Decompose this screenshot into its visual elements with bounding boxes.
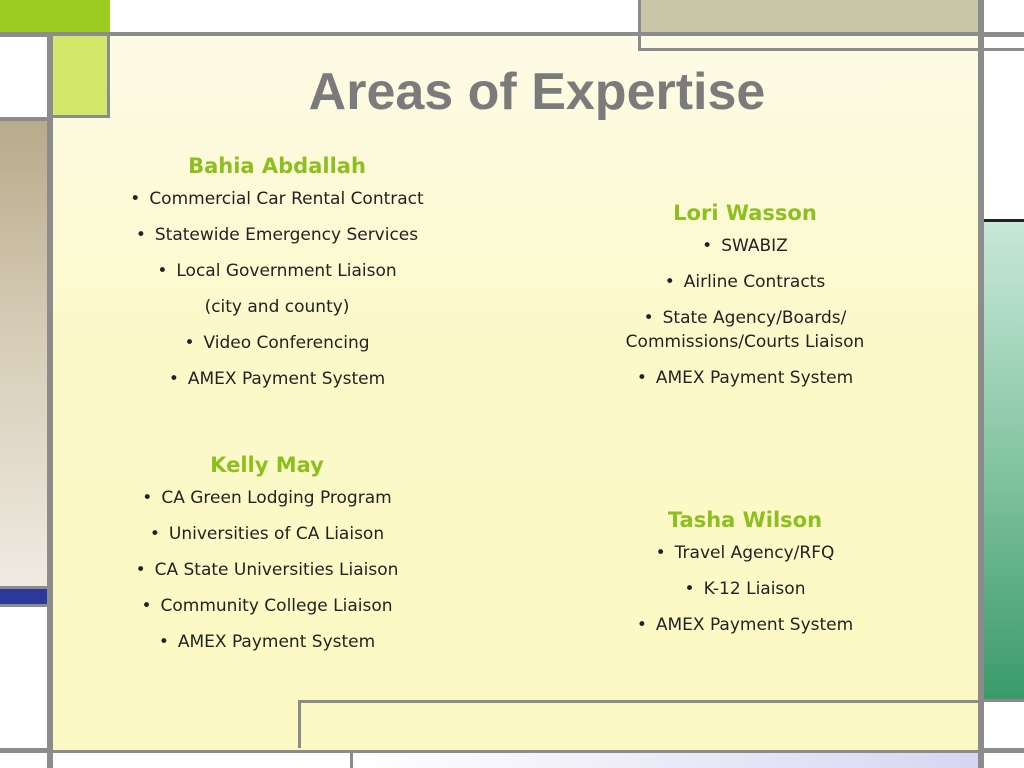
- slide-title: Areas of Expertise: [308, 63, 766, 121]
- right-green-bottom-line: [984, 699, 1024, 702]
- left-navy-block: [0, 589, 47, 605]
- expertise-item: • AMEX Payment System: [168, 369, 386, 389]
- top-khaki-block: [640, 0, 978, 34]
- person-name: Kelly May: [210, 453, 324, 477]
- expertise-item: • Airline Contracts: [664, 272, 826, 292]
- right-green-top-line: [984, 219, 1024, 222]
- person-block-bahia: [62, 154, 492, 404]
- left-tan-top-line: [0, 117, 50, 121]
- expertise-item: • K-12 Liaison: [684, 579, 806, 599]
- person-name: Tasha Wilson: [667, 508, 823, 532]
- person-block-kelly: [62, 453, 472, 667]
- expertise-item: • SWABIZ: [702, 236, 788, 256]
- bottom-right-box: [298, 700, 980, 748]
- bottom-lavender-strip: [350, 753, 978, 768]
- left-vertical-bar: [47, 32, 53, 768]
- person-name: Lori Wasson: [673, 201, 817, 225]
- expertise-item: • State Agency/Boards/: [643, 308, 847, 328]
- expertise-item: • Travel Agency/RFQ: [655, 543, 835, 563]
- expertise-item: • AMEX Payment System: [636, 368, 854, 388]
- expertise-item: • Community College Liaison: [141, 596, 393, 616]
- top-khaki-bottom-line: [638, 48, 1024, 51]
- left-tan-block: [0, 120, 47, 588]
- left-navy-bottom-line: [0, 604, 50, 607]
- expertise-item: • CA State Universities Liaison: [135, 560, 399, 580]
- expertise-item: • AMEX Payment System: [158, 632, 376, 652]
- expertise-item: • Commercial Car Rental Contract: [130, 189, 424, 209]
- person-name: Bahia Abdallah: [188, 154, 366, 178]
- expertise-item: • Local Government Liaison: [157, 261, 397, 281]
- expertise-item: • Video Conferencing: [184, 333, 370, 353]
- expertise-item-continuation: (city and county): [204, 297, 350, 317]
- top-khaki-left-line: [638, 0, 641, 50]
- person-block-tasha: [560, 508, 930, 650]
- expertise-item: • AMEX Payment System: [636, 615, 854, 635]
- right-green-block: [984, 222, 1024, 700]
- expertise-item-continuation: Commissions/Courts Liaison: [625, 332, 865, 352]
- top-left-lime-block: [0, 0, 110, 32]
- expertise-item: • Universities of CA Liaison: [149, 524, 385, 544]
- person-block-lori: [560, 201, 930, 403]
- expertise-item: • CA Green Lodging Program: [142, 488, 392, 508]
- expertise-item: • Statewide Emergency Services: [135, 225, 419, 245]
